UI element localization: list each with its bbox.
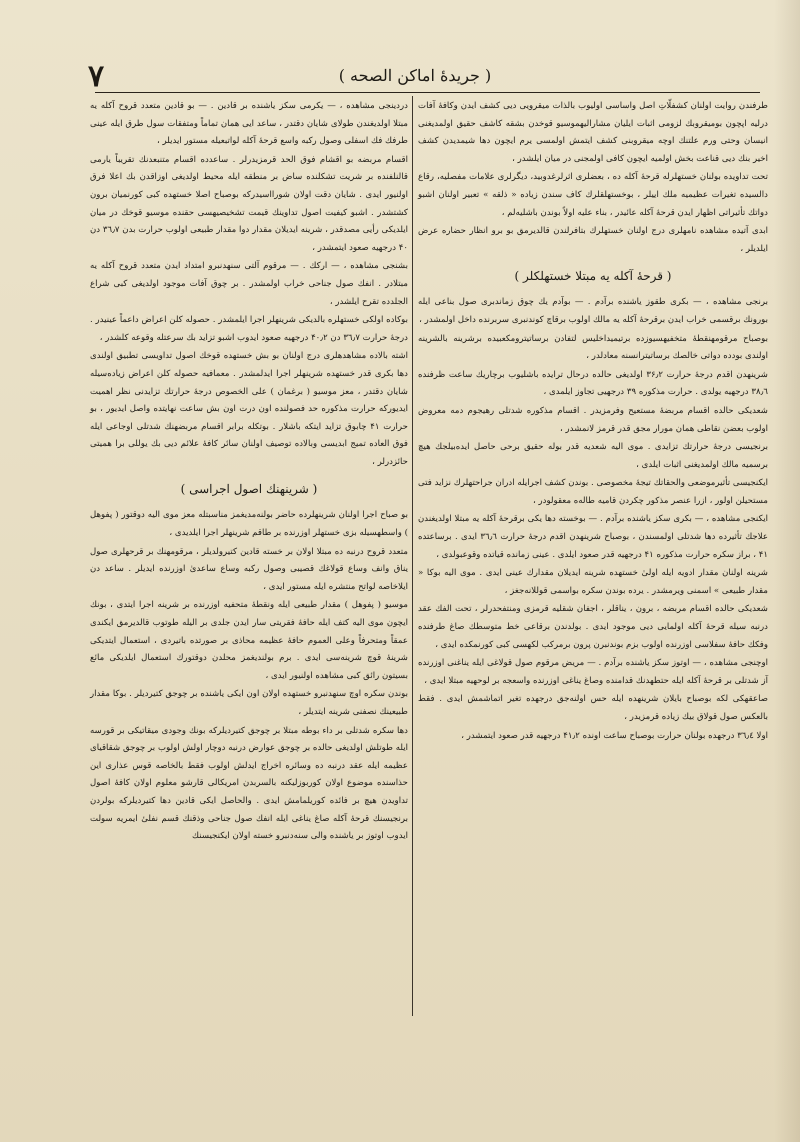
- right-column: [418, 98, 768, 1018]
- paragraph: برنجیسی درجهٔ حرارتك تزایدی . موی الیه شعدیه قدر بوله حقیق برحی حاصل ایده‌بیلجك هیچ برسمیه مالك اولمدیغنی اثبات ایلدی ،: [418, 442, 768, 470]
- running-head: ( جریدهٔ اماکن الصحه ): [338, 66, 492, 85]
- paragraph: بو صباح اجرا اولنان شرینهلرده حاضر بولنه‌مدیغمز مناسبتله معز موی الیه دوقتور ( پفوهل ) واسطهسیله بزی خستهلر اوزرنده بر طاقم شرینهلر اجرا ایلدیدی ،: [90, 510, 408, 539]
- paragraph: اوچنجی مشاهده ، — اوتوز سکز یاشنده برآدم . — مریض مرقوم صول قولاغی ایله یناغنی اوزرنده آز شدتلی بر قرحهٔ آکله ایله حتطهدنك قدامنده وصاغ یناغی اوزرنده واسعجه بر لوحهیه مبتلا ایدی ،: [418, 658, 768, 686]
- paragraph: دردینجی مشاهده ، — یکرمی سکز یاشنده بر قادین . — بو قادین متعدد قروح آکله یه مبتلا اولدیغندن طولای شایان دقتدر ، ساعد ایی همان تماماً ومتفقات سول طرق ایله عینی طرفك فك اسفلی وصول رکبه واسع قرحهٔ آکله لواتبعیله مستور ایدیلر ،: [90, 101, 408, 147]
- paragraph: بشنجی مشاهده ، — اركك . — مرقوم آلتی سنهدنبرو امتداد ایدن متعدد قروح آکله یه مبتلادر . انفك صول جناحی خراب اولمشدر . بر چوق آفات موجود اولدیغی کبی شراع الجلدده تقرح ایلشدر ،: [90, 261, 408, 307]
- paragraph: تحت تداویده بولنان خستهلرله قرحهٔ آکله ده ، بعضلری اثرلرغدوبید، دیگرلری علامات مفصلیه، رقاع دالسیده تغیرات عظیمیه ملك اییلر ، بوخستهلقلرك کاف سندن زیاده « ذلقه » تعبیر اولنان اشبو دواتك تأثیراتی اظهار ایدن قرحهٔ آکله عائیدر ، بناء علیه اولاً بوندن باشلیه‌لم ،: [418, 172, 768, 218]
- paragraph: اقسام مربضه بو اقشام فوق الحد قرمزیدرلر . ساعدده اقسام متنبعدنك تقریباً یارمی قالنلفنده بر شریت تشکلنده ساض بر منطقه ایله محیط اولدیغی اوزاقدن بك اعلا فرق اولنیور ایدی . شایان دقت اولان شورااسیدرکه بوصباح اصلا خستهده کبی کورنمیان برون کشتشدر . اشبو کیفیت اصول تداوینك قیمت تشخیصیهسی حقنده موسیو قوخك در میان ایلدیکی رأیی مصدقدر ، شرینه ایدیلان مقدار دوا مقدار طبیعی اولوب حرارت بدن ۳٦٫۷ دن ۴۰ درجهیه صعود ایتمشدر ،: [90, 154, 408, 253]
- paragraph: بوصباح مرقومهنقطهٔ متخفیهسیوزده برتیمیداخلیس لتفادن برساتیترومکعبیده برشرینه بالشرینه اولندی بودده دواتی خالصك برساتیترانسنه معادلدر ،: [418, 333, 768, 362]
- paragraph: ایکنجی مشاهده ، — بکری سکز یاشنده برآدم . — بوخسته دها یکی برقرحهٔ آکله یه مبتلا اولدیغندن علاجك تأثیرده دها شدتلی اولمسندن ، بوصباح شرینهدن اقدم درجهٔ حرارت ۳٦٫٦ ایدی . برساعتده ۴۱ ، براز سکره حرارت مذکوره ۴۱ درجهیه قدر صعود ایلدی . عینی زمانده قیاتده وقوعبولدی ،: [418, 514, 769, 560]
- paragraph: شعدیکی حالده اقسام مربضهٔ مستعیح وفرمزیدر . اقسام مذکوره شدتلی رهیجوم دمه معروض اولوب بعضن نقاطی همان مورار مجق قدر قرمز لانمشدر ،: [418, 405, 768, 434]
- paragraph: موسیو ( پفوهل ) مقدار طبیعی ایله ونقطهٔ متحفیه اوزرنده بر شرینه اجرا ایتدی ، بونك ایچون موی الیه کتف ایله حافهٔ فقریتی سار ایدن جلدی بر الیله طوتوب قالدیرمق ایکندی عمقاً ومتحرفاً وعلی العموم حافهٔ عظیمه محاذی بر صورتده باتیردی ، استعمال ایتدیکی شرینهٔ قوچ شرینه‌سی ایدی . برم بولندیغمز محلدن دوقتورك استعمال ایلدیکی مائع بسیتون رائق کبی مشاهده اولنیور ایدی ،: [90, 600, 408, 681]
- paragraph: بوکاده اولکی خستهلره بالدیکی شرینهلر اجرا ایلمشدر . حصوله کلن اعراض داعماً عینیدر . درجهٔ حرارت ۳٦٫۷ دن ۴۰٫۲ درجهیه صعود ایدوب اشبو تزاید بك سرعتله وقوعه کلشدر ،: [90, 315, 408, 343]
- left-column: [90, 98, 408, 1018]
- page-number: ٧: [88, 59, 105, 94]
- section-heading: ( شرینهنك اصول اجراسی ): [180, 482, 318, 497]
- paragraph: ایکنجیسی تأثیرموضعی والحقاتك تیجهٔ مخصوصی . بوندن کشف اجرایله ادران جراحتهلرك نزاید فتی مستحیلن اولور ، ازرا عنصر مذکور چکردن قامیه طاله‌ه معقولودر ،: [418, 478, 768, 506]
- paragraph: ابدی آتیده مشاهده نامهلری درج اولنان خستهلرك بتافرلندن قالدیرمق بو برو انظار حضاره عرض ایلدیلر ،: [418, 226, 768, 254]
- paragraph: شرینهدن اقدم درجهٔ حرارت ۳۶٫۲ اولدیغی حالده درحال ترایده باشلیوب برچاریك ساعت ظرفنده ۳۸٫٦ درجهیه یولدی . حرارت مذکوره ۳۹ درجهیی تجاوز ایلمدی ،: [418, 369, 769, 398]
- paragraph: صاعقهکی لکه بوصباح بایلان شرینهده ایله حس اولنه‌جق درجهده تغیر اتماشمش ایدی . فقط بالعکس صول قولاق بیك زیاده قرمزیدر ،: [418, 694, 768, 722]
- paragraph: اولا ۳٦٫٤ درجهده بولنان حرارت بوصباح ساعت اونده ۴۱٫۲ درجهیه قدر صعود ایتمشدر ،: [461, 730, 768, 741]
- paragraph: بوندن سکره اوچ سنهدنبرو خستهده اولان اون ایکی یاشنده بر چوجق کتیردیلر . بوکا مقدار طبیعینك نصفنی شرینه ایتدیلر ،: [90, 689, 408, 717]
- paragraph: دها سکره شدتلی بر داء بوطه مبتلا بر چوجق کتیردیلرکه بونك وجودی میقاتیکی بر قورسه ایله طوتلش اولدیغی حالده بر چوجق عوارض درنبه دوچار اولش اولوب بر چوجق شقاقیای عظیمه ایله عقد درنبه ده وسائره اخراج ایدلش اولوب فقط بالخاصه قوس عذاری این حذاسنده موضوع اولان کوربوزلیکنه بالسربدن امریکالی قارشو معلوم اولان کافهٔ اصول تداویدن هیچ بر فائده کوریلمامش ایدی . والحاصل ایکی قادین دها کتیردیلرکه بولردن برنجیسنك قرحهٔ آکله صاغ یناغی ایله انفك صول جناحی وذقنك قسم نفلیٔ ایمریه سولت ایدوب اوتوز بر یاشنده والی سنه‌دنبرو خسته اولان ایکنجیسنك: [90, 725, 408, 842]
- paragraph: شعدیکی حالده اقسام مربضه ، برون ، یناقلر ، اجفان شقلیه قرمزی ومنتفحدرلر ، تحت الفك عقد درنبه سیله قرحهٔ آکله اولمایی دیی موجود ایدی . بولدندن برقاعی خط متوسطك صاغ طرفنده وفکك حافهٔ سفلاسی اوزرنده اولوب بزم بوندنبرن پرون برمرکب لکهسی کبی کورنمکده ایدی ،: [418, 604, 768, 650]
- paragraph: طرفندن روایت اولنان کشفلّاتِ اصل واساسی اولیوب بالذات میقرویی دیی کشف ایدن وکافهٔ آفات درلیه اپچون بومیقروبك لزومی اثبات ایلیان مشارالیهموسیو قوخدن بشقه کاشف حقیق اولمدیغنی انیسان وحتی ورم علتنك اوچه میقروبنی کشف ایتمش اولمسی یرم ایچون دها شیمدیدن کشف اخیر بنك دیی قناعت بخش اولمیه ایچون کافی اولمجنی در میان ایلشدر ،: [418, 101, 768, 164]
- section-heading: ( قرحهٔ آکله یه مبتلا خستهلکلر ): [514, 269, 672, 284]
- header-rule: [95, 92, 760, 93]
- column-divider: [412, 96, 413, 1016]
- page-edge-shading: [774, 0, 800, 1142]
- paragraph: برنجی مشاهده ، — بکری طقوز یاشنده برآدم . — بوآدم یك چوق زماندبری صول بناعی ایله بورونك برقسمی خراب ایدن برقرحهٔ آکله یه مالك اولوب برقاچ کوندنبری سربرنده داخل اولمشدر ،: [418, 297, 768, 325]
- paragraph: اشته بالاده مشاهدهلری درج اولنان بو بش خستهده قوخك اصول تداویسی تطبیق اولندی دها بکری قدر خستهده شرینهلر اجرا ایدلمشدر . معمافیه حصوله کلن اعراض زیاده‌سیله شایان دقتدر ، معز موسیو ( برغمان ) علی الخصوص درجهٔ حرارتك تزایدنی نظر اهمیت ایدیورکه حرارت مذکوره حد فصولنده اون درت اون بش ساعت نهایتده واصل ایدیور ، بو حرارت ۴۱ چابوق تزاید ایتکه باشلار . بوتکله برابر اقسام مربضهنك شدتلی اوجاعی ایله فوق العاده تمیج ابدیسی وبالاده توصیف اولنان سائر کافهٔ علائم دیی بك یوللی برا همیتی حائزدرلر ،: [90, 351, 408, 467]
- paragraph: متعدد قروح درنبه ده مبتلا اولان بر خسته قادین کتیرولدیلر ، مرقومهنك بر قرحهلری صول یناق وانف وساع قولاغك قصیبی وصول رکبه وساع ساعدیٰ اوزرنده ایدیلر . ساعد دن ایلاخاصه لواتح منتشره ایله مستور ایدی ،: [90, 546, 408, 592]
- paragraph: شرینه اولنان مقدار ادویه ایله اولیٰ خستهده شرینه ایدیلان مقدارك عینی ایدی . موی الیه بوکا « مقدار طبیعی » اسمنی ویرمشدر . یرده بوندن سکره بواسمی قوللانه‌جغز ،: [418, 568, 768, 596]
